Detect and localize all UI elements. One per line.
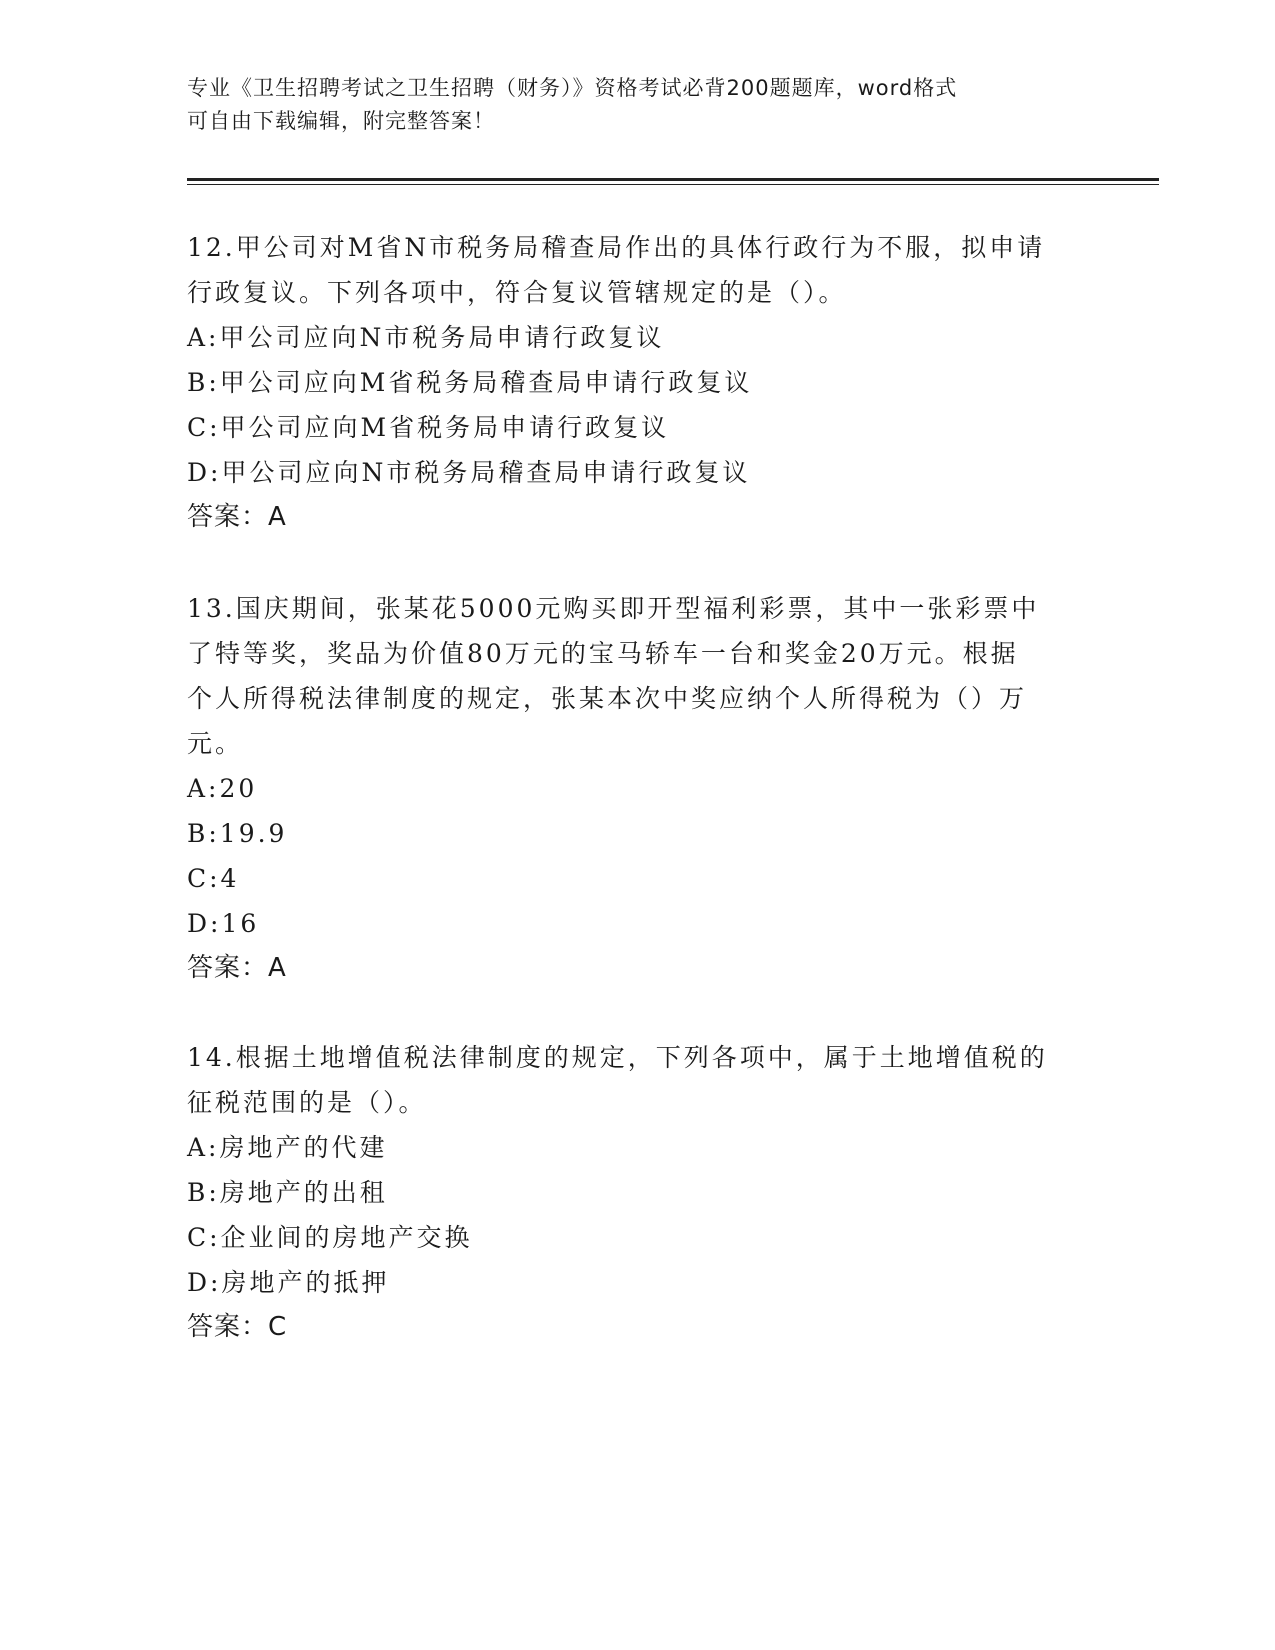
question-text-line: 行政复议。下列各项中，符合复议管辖规定的是（）。 bbox=[187, 278, 847, 307]
option-c: C:甲公司应向M省税务局申请行政复议 bbox=[187, 413, 670, 442]
question-13 bbox=[187, 586, 1107, 991]
question-text-line: 元。 bbox=[187, 729, 244, 758]
option-b: B:房地产的出租 bbox=[187, 1178, 388, 1207]
header-divider-thin bbox=[187, 184, 1159, 185]
option-c: C:4 bbox=[187, 864, 240, 893]
answer-label: 答案：A bbox=[187, 502, 287, 532]
question-text-line: 征税范围的是（）。 bbox=[187, 1088, 427, 1117]
option-b: B:甲公司应向M省税务局稽查局申请行政复议 bbox=[187, 368, 753, 397]
question-text-line: 了特等奖，奖品为价值80万元的宝马轿车一台和奖金20万元。根据 bbox=[187, 639, 1019, 668]
question-text-line: 14.根据土地增值税法律制度的规定，下列各项中，属于土地增值税的 bbox=[187, 1043, 1048, 1072]
question-text-line: 13.国庆期间，张某花5000元购买即开型福利彩票，其中一张彩票中 bbox=[187, 594, 1040, 623]
header-line-1: 专业《卫生招聘考试之卫生招聘（财务）》资格考试必背200题题库，word格式 bbox=[187, 76, 958, 100]
question-text-line: 12.甲公司对M省N市税务局稽查局作出的具体行政行为不服，拟申请 bbox=[187, 233, 1046, 262]
option-d: D:16 bbox=[187, 909, 260, 938]
document-header bbox=[187, 72, 1087, 138]
option-b: B:19.9 bbox=[187, 819, 288, 848]
option-c: C:企业间的房地产交换 bbox=[187, 1223, 473, 1252]
question-14 bbox=[187, 1035, 1107, 1350]
option-d: D:甲公司应向N市税务局稽查局申请行政复议 bbox=[187, 458, 751, 487]
answer-label: 答案：A bbox=[187, 953, 287, 983]
question-text-line: 个人所得税法律制度的规定，张某本次中奖应纳个人所得税为（）万 bbox=[187, 684, 1028, 713]
header-line-2: 可自由下载编辑，附完整答案！ bbox=[187, 109, 495, 133]
option-d: D:房地产的抵押 bbox=[187, 1268, 390, 1297]
header-divider-thick bbox=[187, 178, 1159, 181]
option-a: A:20 bbox=[187, 774, 258, 803]
question-12 bbox=[187, 225, 1107, 540]
option-a: A:甲公司应向N市税务局申请行政复议 bbox=[187, 323, 665, 352]
option-a: A:房地产的代建 bbox=[187, 1133, 388, 1162]
answer-label: 答案：C bbox=[187, 1312, 288, 1342]
